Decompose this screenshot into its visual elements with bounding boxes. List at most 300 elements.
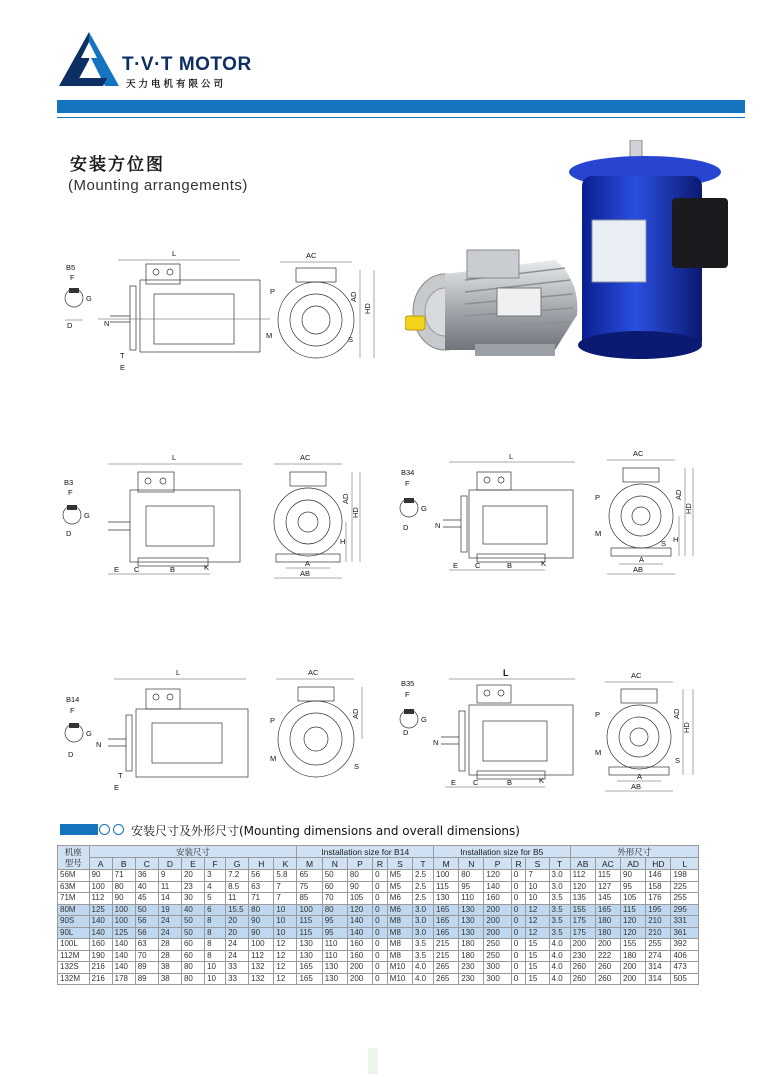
table-cell: 6 bbox=[205, 904, 226, 916]
table-cell: 105 bbox=[347, 893, 372, 905]
column-header: K bbox=[274, 858, 297, 870]
table-cell: 80 bbox=[249, 904, 274, 916]
table-cell: 15 bbox=[526, 973, 549, 985]
table-cell: 95 bbox=[322, 916, 347, 928]
table-cell: 120 bbox=[347, 904, 372, 916]
table-cell: 165 bbox=[297, 973, 322, 985]
table-cell: 222 bbox=[595, 950, 620, 962]
svg-text:S: S bbox=[661, 539, 667, 548]
table-cell: 4.0 bbox=[413, 962, 434, 974]
table-cell: 20 bbox=[181, 870, 204, 882]
table-cell: 7 bbox=[274, 893, 297, 905]
table-cell: 38 bbox=[158, 962, 181, 974]
table-cell: 140 bbox=[89, 916, 112, 928]
table-cell: 80 bbox=[322, 904, 347, 916]
table-cell: 215 bbox=[434, 939, 459, 951]
table-cell: 274 bbox=[646, 950, 671, 962]
table-cell: 19 bbox=[158, 904, 181, 916]
svg-text:AC: AC bbox=[306, 251, 317, 260]
table-cell: 40 bbox=[181, 904, 204, 916]
table-cell: 300 bbox=[484, 973, 511, 985]
frame-size-cell: 132S bbox=[58, 962, 90, 974]
table-cell: 3.5 bbox=[549, 904, 570, 916]
table-cell: 3 bbox=[205, 870, 226, 882]
table-cell: 140 bbox=[112, 939, 135, 951]
table-cell: 160 bbox=[484, 893, 511, 905]
table-cell: 89 bbox=[135, 962, 158, 974]
table-cell: 10 bbox=[205, 962, 226, 974]
frame-size-cell: 90S bbox=[58, 916, 90, 928]
svg-text:A: A bbox=[637, 772, 643, 781]
table-cell: 135 bbox=[570, 893, 595, 905]
dimensions-table bbox=[57, 845, 699, 985]
table-cell: 12 bbox=[274, 973, 297, 985]
table-cell: 120 bbox=[484, 870, 511, 882]
svg-text:AC: AC bbox=[300, 453, 311, 462]
svg-text:E: E bbox=[114, 565, 120, 574]
frame-size-cell: 90L bbox=[58, 927, 90, 939]
table-cell: 225 bbox=[671, 881, 699, 893]
table-cell: M10 bbox=[387, 973, 412, 985]
table-cell: 115 bbox=[297, 916, 322, 928]
table-cell: 255 bbox=[646, 939, 671, 951]
svg-text:L: L bbox=[172, 249, 177, 258]
svg-text:E: E bbox=[114, 783, 120, 792]
column-header: L bbox=[671, 858, 699, 870]
svg-text:B3: B3 bbox=[64, 478, 74, 487]
table-cell: 28 bbox=[158, 950, 181, 962]
table-cell: 50 bbox=[181, 927, 204, 939]
table-cell: 125 bbox=[112, 927, 135, 939]
table-cell: 80 bbox=[459, 870, 484, 882]
table-cell: 0 bbox=[511, 881, 526, 893]
svg-text:H: H bbox=[673, 535, 679, 544]
svg-text:AC: AC bbox=[631, 671, 642, 680]
svg-text:AB: AB bbox=[300, 569, 311, 578]
table-cell: 200 bbox=[621, 973, 646, 985]
svg-text:E: E bbox=[451, 778, 457, 787]
column-header: H bbox=[249, 858, 274, 870]
svg-text:B35: B35 bbox=[401, 679, 415, 688]
table-cell: 260 bbox=[570, 973, 595, 985]
table-cell: 23 bbox=[181, 881, 204, 893]
table-cell: 130 bbox=[297, 950, 322, 962]
table-row bbox=[58, 881, 699, 893]
table-row bbox=[58, 870, 699, 882]
svg-text:L: L bbox=[176, 668, 181, 677]
circle-icon bbox=[99, 824, 110, 835]
svg-text:C: C bbox=[473, 778, 479, 787]
column-header: S bbox=[526, 858, 549, 870]
frame-size-cell: 80M bbox=[58, 904, 90, 916]
table-row bbox=[58, 962, 699, 974]
table-cell: 250 bbox=[484, 939, 511, 951]
table-cell: 140 bbox=[347, 927, 372, 939]
column-header: D bbox=[158, 858, 181, 870]
table-cell: 155 bbox=[621, 939, 646, 951]
table-cell: 165 bbox=[434, 904, 459, 916]
table-cell: 505 bbox=[671, 973, 699, 985]
table-cell: 180 bbox=[621, 950, 646, 962]
column-header: AC bbox=[595, 858, 620, 870]
table-cell: 3.0 bbox=[413, 904, 434, 916]
table-cell: 260 bbox=[595, 973, 620, 985]
svg-text:P: P bbox=[270, 287, 276, 296]
column-header: T bbox=[549, 858, 570, 870]
svg-text:F: F bbox=[68, 488, 73, 497]
table-cell: 24 bbox=[158, 927, 181, 939]
svg-text:M: M bbox=[266, 331, 273, 340]
svg-text:S: S bbox=[675, 756, 681, 765]
table-cell: 70 bbox=[322, 893, 347, 905]
table-cell: 180 bbox=[595, 927, 620, 939]
table-cell: 115 bbox=[621, 904, 646, 916]
table-cell: 473 bbox=[671, 962, 699, 974]
svg-text:P: P bbox=[270, 716, 276, 725]
table-cell: 314 bbox=[646, 962, 671, 974]
svg-text:E: E bbox=[453, 561, 459, 570]
table-group-header-row bbox=[58, 846, 699, 858]
svg-text:HD: HD bbox=[351, 507, 360, 518]
table-cell: 260 bbox=[595, 962, 620, 974]
table-cell: 3.0 bbox=[413, 916, 434, 928]
svg-text:A: A bbox=[305, 559, 311, 568]
table-cell: 33 bbox=[226, 962, 249, 974]
group-header-b14: Installation size for B14 bbox=[297, 846, 434, 858]
table-cell: 3.5 bbox=[549, 893, 570, 905]
svg-text:T: T bbox=[120, 351, 125, 360]
table-cell: 10 bbox=[205, 973, 226, 985]
header-band bbox=[57, 100, 745, 113]
table-cell: M8 bbox=[387, 927, 412, 939]
table-cell: 110 bbox=[459, 893, 484, 905]
table-cell: 7 bbox=[274, 881, 297, 893]
svg-text:AD: AD bbox=[341, 493, 350, 504]
table-cell: 130 bbox=[297, 939, 322, 951]
table-cell: M8 bbox=[387, 916, 412, 928]
group-header-b5: Installation size for B5 bbox=[434, 846, 571, 858]
svg-text:D: D bbox=[67, 321, 73, 330]
svg-text:AD: AD bbox=[351, 708, 360, 719]
svg-text:E: E bbox=[120, 363, 126, 372]
table-cell: 3.0 bbox=[413, 927, 434, 939]
column-header: A bbox=[89, 858, 112, 870]
svg-text:G: G bbox=[84, 511, 90, 520]
table-cell: 105 bbox=[621, 893, 646, 905]
column-header: R bbox=[511, 858, 526, 870]
table-cell: 36 bbox=[135, 870, 158, 882]
table-cell: 130 bbox=[434, 893, 459, 905]
table-cell: 15 bbox=[526, 962, 549, 974]
table-cell: 0 bbox=[373, 939, 388, 951]
table-cell: 12 bbox=[274, 939, 297, 951]
table-cell: 0 bbox=[373, 927, 388, 939]
column-header: G bbox=[226, 858, 249, 870]
svg-text:S: S bbox=[354, 762, 360, 771]
svg-text:AD: AD bbox=[672, 708, 681, 719]
table-cell: 10 bbox=[526, 881, 549, 893]
table-cell: 260 bbox=[570, 962, 595, 974]
svg-text:P: P bbox=[595, 710, 601, 719]
table-cell: 4.0 bbox=[549, 939, 570, 951]
table-cell: 140 bbox=[89, 927, 112, 939]
table-cell: 20 bbox=[226, 927, 249, 939]
table-cell: M6 bbox=[387, 893, 412, 905]
table-cell: 95 bbox=[322, 927, 347, 939]
table-cell: 80 bbox=[112, 881, 135, 893]
label-b5: B5 bbox=[66, 263, 76, 272]
table-cell: 190 bbox=[89, 950, 112, 962]
table-cell: 24 bbox=[226, 939, 249, 951]
table-cell: 165 bbox=[434, 927, 459, 939]
table-cell: 200 bbox=[347, 962, 372, 974]
svg-text:F: F bbox=[405, 690, 410, 699]
section-title: 安装尺寸及外形尺寸(Mounting dimensions and overall dimensions) bbox=[131, 824, 520, 838]
frame-size-cell: 132M bbox=[58, 973, 90, 985]
table-cell: 127 bbox=[595, 881, 620, 893]
table-cell: 0 bbox=[511, 973, 526, 985]
frame-size-cell: 100L bbox=[58, 939, 90, 951]
table-cell: 15.5 bbox=[226, 904, 249, 916]
table-cell: 180 bbox=[595, 916, 620, 928]
svg-text:M: M bbox=[595, 529, 602, 538]
table-cell: 112 bbox=[570, 870, 595, 882]
table-cell: 115 bbox=[434, 881, 459, 893]
table-cell: 0 bbox=[373, 904, 388, 916]
table-cell: 165 bbox=[434, 916, 459, 928]
drawing-b14 bbox=[60, 665, 390, 800]
table-cell: 132 bbox=[249, 973, 274, 985]
table-cell: 132 bbox=[249, 962, 274, 974]
svg-text:AC: AC bbox=[308, 668, 319, 677]
table-cell: 230 bbox=[459, 962, 484, 974]
table-row bbox=[58, 893, 699, 905]
table-cell: 115 bbox=[297, 927, 322, 939]
table-cell: 56 bbox=[249, 870, 274, 882]
table-cell: 361 bbox=[671, 927, 699, 939]
svg-text:N: N bbox=[435, 521, 441, 530]
table-cell: M6 bbox=[387, 904, 412, 916]
column-header: HD bbox=[646, 858, 671, 870]
svg-text:AD: AD bbox=[349, 291, 358, 302]
table-cell: 10 bbox=[526, 893, 549, 905]
table-cell: 100 bbox=[89, 881, 112, 893]
table-cell: 176 bbox=[646, 893, 671, 905]
svg-text:A: A bbox=[639, 555, 645, 564]
frame-size-cell: 112M bbox=[58, 950, 90, 962]
table-cell: 0 bbox=[511, 893, 526, 905]
table-cell: 5.8 bbox=[274, 870, 297, 882]
page-subtitle: (Mounting arrangements) bbox=[68, 177, 248, 194]
svg-text:N: N bbox=[104, 319, 110, 328]
svg-text:K: K bbox=[539, 776, 545, 785]
table-cell: M10 bbox=[387, 962, 412, 974]
column-header: M bbox=[434, 858, 459, 870]
svg-text:K: K bbox=[204, 563, 210, 572]
table-cell: 331 bbox=[671, 916, 699, 928]
frame-size-header: 机座 型号 bbox=[58, 846, 90, 870]
svg-text:T: T bbox=[118, 771, 123, 780]
svg-text:P: P bbox=[595, 493, 601, 502]
column-header: E bbox=[181, 858, 204, 870]
table-cell: 95 bbox=[459, 881, 484, 893]
table-cell: 130 bbox=[459, 904, 484, 916]
table-cell: 50 bbox=[181, 916, 204, 928]
svg-text:D: D bbox=[403, 728, 409, 737]
table-cell: 295 bbox=[671, 904, 699, 916]
table-cell: 38 bbox=[158, 973, 181, 985]
table-cell: 40 bbox=[135, 881, 158, 893]
svg-text:L: L bbox=[503, 668, 509, 678]
table-cell: 3.5 bbox=[413, 939, 434, 951]
table-cell: 130 bbox=[459, 927, 484, 939]
table-cell: 3.5 bbox=[413, 950, 434, 962]
table-cell: 30 bbox=[181, 893, 204, 905]
table-row bbox=[58, 939, 699, 951]
drawing-b5 bbox=[60, 240, 390, 380]
aluminium-motor-photo bbox=[405, 240, 585, 370]
table-cell: 60 bbox=[181, 939, 204, 951]
table-cell: 4.0 bbox=[549, 962, 570, 974]
table-cell: 195 bbox=[646, 904, 671, 916]
table-cell: 9 bbox=[158, 870, 181, 882]
table-cell: 11 bbox=[226, 893, 249, 905]
table-cell: 165 bbox=[297, 962, 322, 974]
table-cell: 2.5 bbox=[413, 881, 434, 893]
table-cell: 90 bbox=[249, 916, 274, 928]
table-cell: 0 bbox=[373, 881, 388, 893]
table-cell: 3.5 bbox=[549, 916, 570, 928]
table-cell: 210 bbox=[646, 916, 671, 928]
table-cell: M5 bbox=[387, 870, 412, 882]
table-cell: 12 bbox=[526, 904, 549, 916]
table-cell: 0 bbox=[373, 973, 388, 985]
table-cell: 0 bbox=[373, 916, 388, 928]
table-cell: 178 bbox=[112, 973, 135, 985]
svg-text:C: C bbox=[134, 565, 140, 574]
table-cell: 215 bbox=[434, 950, 459, 962]
frame-size-cell: 63M bbox=[58, 881, 90, 893]
column-header: AD bbox=[621, 858, 646, 870]
table-cell: 120 bbox=[621, 916, 646, 928]
table-cell: 95 bbox=[621, 881, 646, 893]
svg-text:C: C bbox=[475, 561, 481, 570]
table-cell: 3.5 bbox=[549, 927, 570, 939]
table-cell: 45 bbox=[135, 893, 158, 905]
table-cell: 216 bbox=[89, 962, 112, 974]
table-cell: 90 bbox=[347, 881, 372, 893]
table-cell: 4 bbox=[205, 881, 226, 893]
table-cell: 140 bbox=[484, 881, 511, 893]
table-cell: 180 bbox=[459, 939, 484, 951]
table-cell: 230 bbox=[570, 950, 595, 962]
table-cell: 3.0 bbox=[549, 881, 570, 893]
table-cell: 140 bbox=[112, 950, 135, 962]
table-cell: 8 bbox=[205, 950, 226, 962]
table-cell: 160 bbox=[89, 939, 112, 951]
table-cell: M8 bbox=[387, 939, 412, 951]
table-cell: 130 bbox=[322, 962, 347, 974]
svg-text:F: F bbox=[70, 273, 75, 282]
table-cell: 0 bbox=[373, 950, 388, 962]
table-cell: 12 bbox=[526, 916, 549, 928]
table-cell: 140 bbox=[112, 962, 135, 974]
table-cell: 165 bbox=[595, 904, 620, 916]
svg-text:N: N bbox=[433, 738, 439, 747]
svg-text:N: N bbox=[96, 740, 102, 749]
table-cell: 130 bbox=[459, 916, 484, 928]
svg-text:B14: B14 bbox=[66, 695, 80, 704]
table-cell: 24 bbox=[226, 950, 249, 962]
table-cell: 20 bbox=[226, 916, 249, 928]
svg-text:D: D bbox=[66, 529, 72, 538]
page-title: 安装方位图 bbox=[70, 155, 165, 175]
column-header: C bbox=[135, 858, 158, 870]
table-cell: 0 bbox=[511, 904, 526, 916]
table-cell: 8 bbox=[205, 916, 226, 928]
table-cell: 100 bbox=[112, 904, 135, 916]
table-cell: 200 bbox=[595, 939, 620, 951]
svg-text:G: G bbox=[421, 504, 427, 513]
table-cell: 75 bbox=[297, 881, 322, 893]
column-header: B bbox=[112, 858, 135, 870]
svg-text:HD: HD bbox=[682, 722, 691, 733]
svg-text:S: S bbox=[348, 335, 354, 344]
table-row bbox=[58, 904, 699, 916]
table-cell: 50 bbox=[135, 904, 158, 916]
table-cell: 56 bbox=[135, 916, 158, 928]
svg-text:B: B bbox=[170, 565, 176, 574]
brand-name: T·V·T MOTOR bbox=[122, 54, 252, 75]
drawing-b3 bbox=[60, 450, 390, 585]
table-cell: 8.5 bbox=[226, 881, 249, 893]
svg-text:D: D bbox=[68, 750, 74, 759]
table-cell: 71 bbox=[249, 893, 274, 905]
table-cell: 0 bbox=[373, 962, 388, 974]
table-column-header-row bbox=[58, 858, 699, 870]
table-cell: 314 bbox=[646, 973, 671, 985]
table-cell: 85 bbox=[297, 893, 322, 905]
table-cell: 2.5 bbox=[413, 893, 434, 905]
table-cell: 200 bbox=[484, 927, 511, 939]
svg-text:F: F bbox=[405, 479, 410, 488]
column-header: F bbox=[205, 858, 226, 870]
table-cell: 60 bbox=[322, 881, 347, 893]
table-cell: 10 bbox=[274, 916, 297, 928]
footer-mark bbox=[368, 1048, 378, 1074]
table-cell: 0 bbox=[511, 927, 526, 939]
table-cell: 0 bbox=[511, 950, 526, 962]
table-cell: 0 bbox=[373, 870, 388, 882]
table-cell: 24 bbox=[158, 916, 181, 928]
table-cell: 80 bbox=[181, 962, 204, 974]
table-cell: 12 bbox=[274, 950, 297, 962]
table-cell: 112 bbox=[249, 950, 274, 962]
column-header: AB bbox=[570, 858, 595, 870]
tvt-logo-icon bbox=[57, 30, 121, 88]
group-header-overall: 外形尺寸 bbox=[570, 846, 698, 858]
table-cell: 56 bbox=[135, 927, 158, 939]
drawing-b34 bbox=[395, 450, 715, 585]
svg-text:L: L bbox=[172, 453, 177, 462]
table-cell: 0 bbox=[511, 939, 526, 951]
svg-text:G: G bbox=[86, 294, 92, 303]
svg-text:AC: AC bbox=[633, 450, 644, 458]
svg-text:AD: AD bbox=[674, 489, 683, 500]
header-divider bbox=[57, 117, 745, 118]
table-cell: 392 bbox=[671, 939, 699, 951]
table-cell: 71 bbox=[112, 870, 135, 882]
